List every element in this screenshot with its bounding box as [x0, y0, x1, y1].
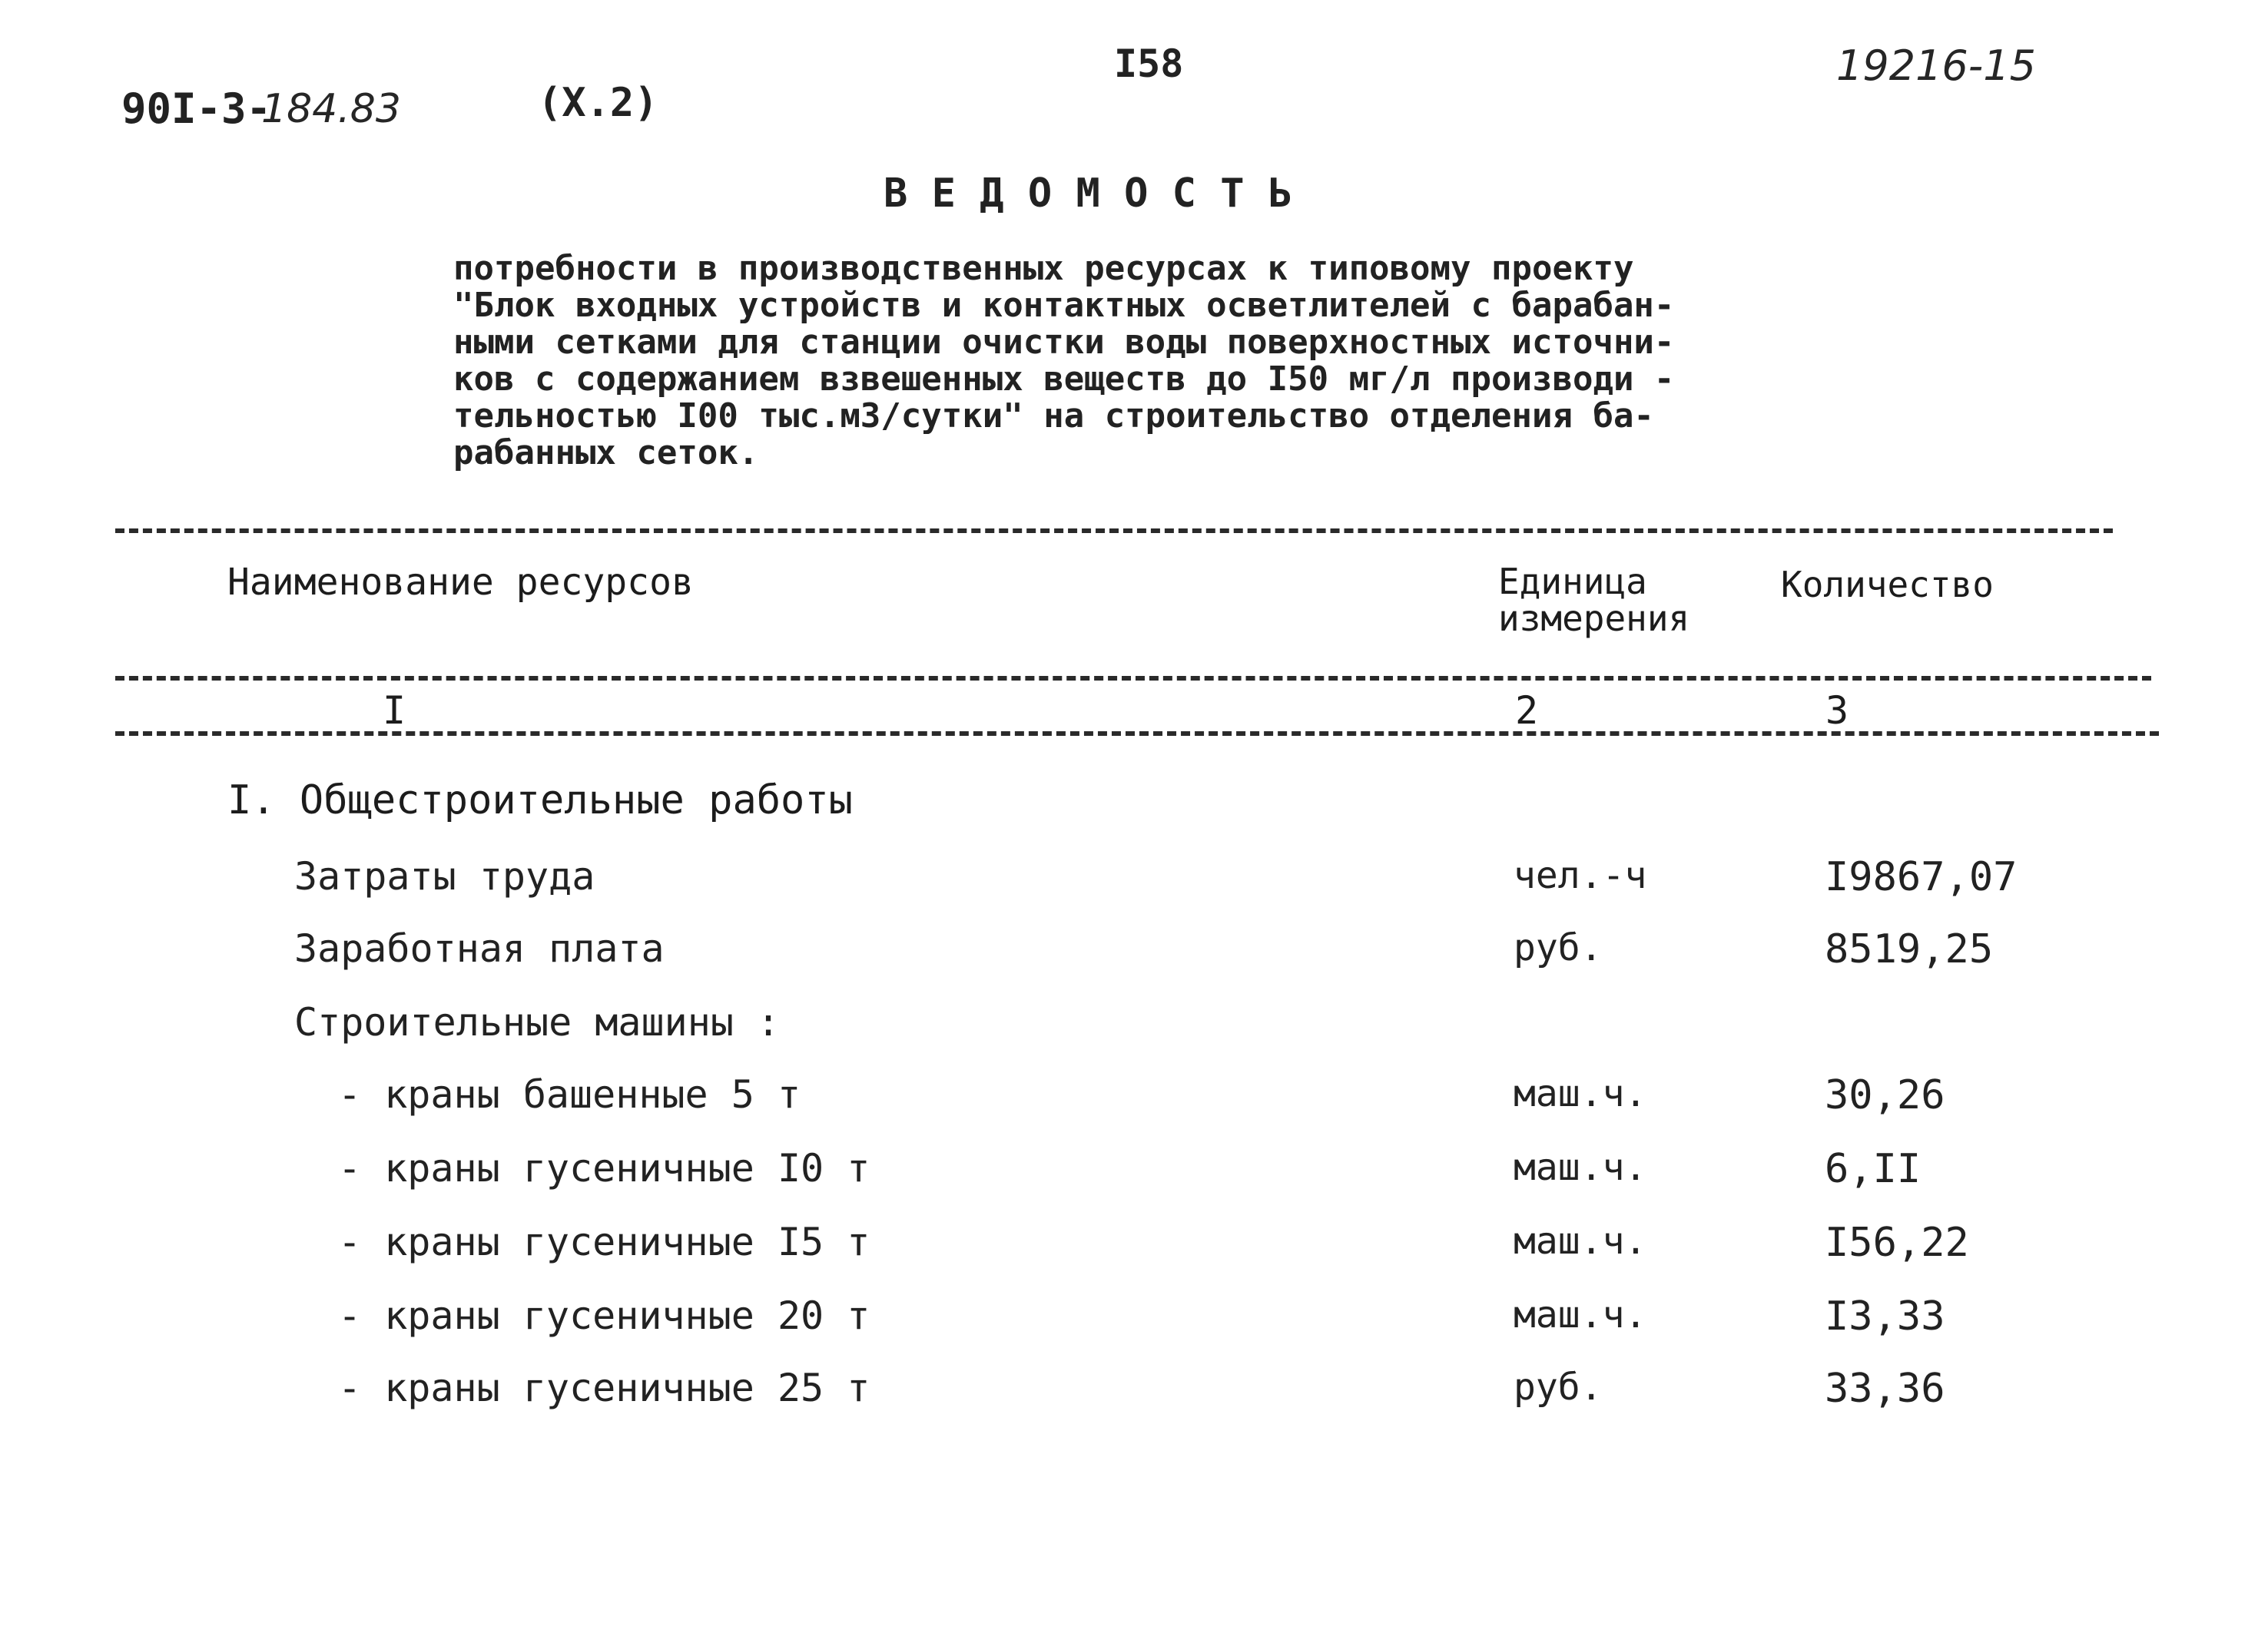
doc-number-printed: 90I-3-: [121, 84, 272, 133]
header-unit-line1: Единица: [1498, 561, 1647, 602]
intro-line: "Блок входных устройств и контактных осветлителей с барабан-: [453, 286, 1675, 325]
table-top-rule: [115, 528, 2113, 533]
row-unit: руб.: [1514, 926, 1603, 969]
row-unit: маш.ч.: [1514, 1293, 1647, 1337]
row-name: - краны гусеничные I5 т: [338, 1220, 870, 1264]
row-unit: маш.ч.: [1514, 1220, 1647, 1263]
intro-line: ков с содержанием взвешенных веществ до I50 мг/л производи -: [453, 359, 1675, 399]
row-quantity: 33,36: [1825, 1366, 1945, 1412]
inventory-number: 19216-15: [1836, 41, 2036, 90]
row-name: Строительные машины :: [294, 1000, 781, 1045]
row-quantity: 30,26: [1825, 1072, 1945, 1118]
row-unit: маш.ч.: [1514, 1146, 1647, 1189]
intro-line: ными сетками для станции очистки воды поверхностных источни-: [453, 323, 1675, 362]
row-quantity: I3,33: [1825, 1293, 1945, 1340]
row-quantity: 8519,25: [1825, 926, 1994, 972]
table-row: [0, 926, 2268, 988]
header-bottom-rule: [115, 676, 2151, 681]
row-name: - краны гусеничные I0 т: [338, 1146, 870, 1191]
row-name: - краны гусеничные 20 т: [338, 1293, 870, 1338]
table-row: [0, 1293, 2268, 1355]
row-unit: чел.-ч: [1514, 854, 1647, 897]
row-name: Затраты труда: [294, 854, 595, 899]
intro-line: тельностью I00 тыс.м3/сутки" на строительство отделения ба-: [453, 396, 1654, 436]
doc-number-handwritten: 184.83: [261, 86, 401, 132]
column-numbers-rule: [115, 731, 2159, 736]
row-unit: руб.: [1514, 1366, 1603, 1409]
section-title: I. Общестроительные работы: [227, 777, 853, 823]
row-unit: маш.ч.: [1514, 1072, 1647, 1115]
column-number-2: 2: [1515, 688, 1539, 733]
column-number-3: 3: [1825, 688, 1849, 733]
intro-paragraph: [453, 250, 1775, 472]
page-title: В Е Д О М О С Т Ь: [884, 171, 1293, 217]
row-name: Заработная плата: [294, 926, 665, 971]
column-number-1: I: [383, 688, 406, 733]
table-row: [0, 1220, 2268, 1281]
intro-line: потребности в производственных ресурсах к типовому проекту: [453, 249, 1634, 288]
row-quantity: I56,22: [1825, 1220, 1969, 1266]
album-number: (X.2): [538, 80, 658, 126]
table-row: [0, 854, 2268, 916]
table-row: [0, 1000, 2268, 1062]
table-row: [0, 1366, 2268, 1427]
table-row: [0, 1072, 2268, 1134]
row-name: - краны башенные 5 т: [338, 1072, 801, 1117]
row-quantity: 6,II: [1825, 1146, 1922, 1192]
page-number: I58: [1114, 41, 1184, 86]
header-name: Наименование ресурсов: [227, 561, 694, 604]
table-row: [0, 1146, 2268, 1207]
header-quantity: Количество: [1781, 564, 1994, 605]
header-unit-line2: измерения: [1498, 598, 1690, 639]
intro-line: рабанных сеток.: [453, 433, 759, 472]
row-name: - краны гусеничные 25 т: [338, 1366, 870, 1410]
row-quantity: I9867,07: [1825, 854, 2018, 900]
